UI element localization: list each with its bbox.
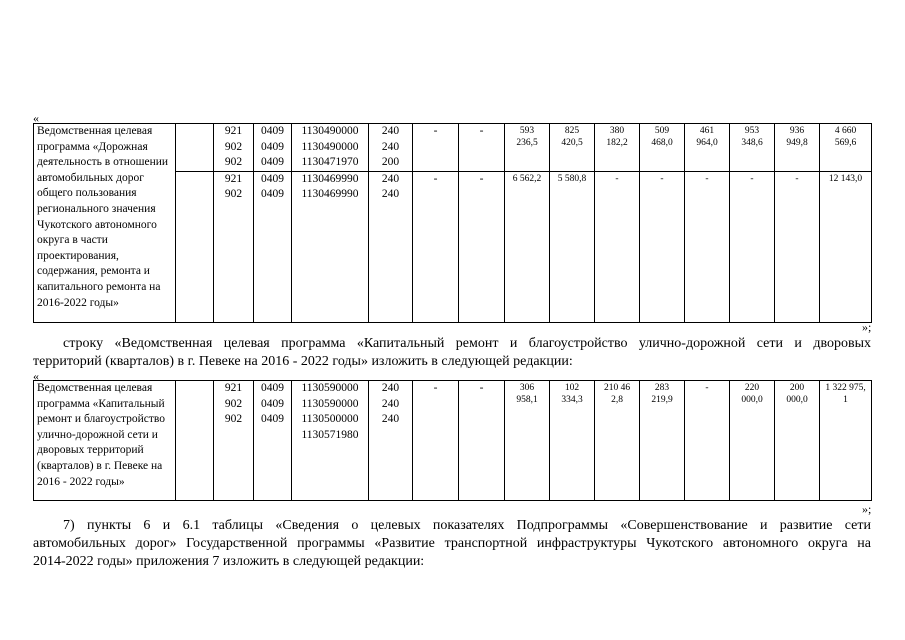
value-cell: 200 000,0 [775, 381, 820, 501]
paragraph-line: 7) пункты 6 и 6.1 таблицы «Сведения о целевых показателях Подпрограммы «Совершенствование и развитие сети [63, 518, 871, 533]
value-cell: - [775, 171, 820, 322]
opening-quote: « [33, 111, 39, 125]
target-code-cell: 1130469990 1130469990 [292, 171, 369, 322]
empty-cell [176, 381, 214, 501]
value-cell: - [595, 171, 640, 322]
target-code-cell: 1130490000 1130490000 1130471970 [292, 124, 369, 172]
value-cell: 306 958,1 [505, 381, 550, 501]
value-cell: 6 562,2 [505, 171, 550, 322]
dash-cell: - [413, 381, 459, 501]
dash-cell: - [459, 124, 505, 172]
opening-quote: « [33, 369, 39, 383]
empty-cell [176, 124, 214, 172]
value-cell: - [640, 171, 685, 322]
dash-cell: - [413, 171, 459, 322]
value-cell: 220 000,0 [730, 381, 775, 501]
program-table-2 [33, 380, 872, 501]
value-cell: - [685, 381, 730, 501]
total-cell: 4 660 569,6 [820, 124, 872, 172]
total-cell: 12 143,0 [820, 171, 872, 322]
empty-cell [176, 171, 214, 322]
program-name-cell: Ведомственная целевая программа «Дорожная деятельность в отношении автомобильных дорог общего пользования регионального значения Чукотского автономного округа в части проектирования, содержания, ремонта и капитального ремонта на 2016-2022 годы» [34, 124, 176, 323]
admin-code-cell: 921 902 902 [214, 381, 254, 501]
table-row [34, 381, 872, 501]
dash-cell: - [459, 171, 505, 322]
value-cell: 102 334,3 [550, 381, 595, 501]
value-cell: 936 949,8 [775, 124, 820, 172]
program-table-1 [33, 123, 872, 323]
dash-cell: - [459, 381, 505, 501]
value-cell: 210 46 2,8 [595, 381, 640, 501]
admin-code-cell: 921 902 902 [214, 124, 254, 172]
value-cell: - [685, 171, 730, 322]
section-code-cell: 0409 0409 [254, 171, 292, 322]
table-row [34, 124, 872, 172]
value-cell: 461 964,0 [685, 124, 730, 172]
closing-quote: »; [862, 502, 872, 516]
value-cell: - [730, 171, 775, 322]
program-name-cell: Ведомственная целевая программа «Капитальный ремонт и благоустройство улично-дорожной сети и дворовых территорий (кварталов) в г. Певеке на 2016 - 2022 годы» [34, 381, 176, 501]
section-code-cell: 0409 0409 0409 [254, 124, 292, 172]
total-cell: 1 322 975, 1 [820, 381, 872, 501]
admin-code-cell: 921 902 [214, 171, 254, 322]
paragraph-line: строку «Ведомственная целевая программа «Капитальный ремонт и благоустройство улично-дорожной сети и дворовых [63, 336, 871, 351]
paragraph-line: территорий (кварталов) в г. Певеке на 2016 - 2022 годы» изложить в следующей редакции: [33, 354, 573, 369]
expense-type-cell: 240 240 [369, 171, 413, 322]
paragraph-line: 2014-2022 годы» приложения 7 изложить в следующей редакции: [33, 554, 425, 569]
expense-type-cell: 240 240 240 [369, 381, 413, 501]
dash-cell: - [413, 124, 459, 172]
section-code-cell: 0409 0409 0409 [254, 381, 292, 501]
value-cell: 953 348,6 [730, 124, 775, 172]
expense-type-cell: 240 240 200 [369, 124, 413, 172]
value-cell: 825 420,5 [550, 124, 595, 172]
closing-quote: »; [862, 320, 872, 334]
value-cell: 283 219,9 [640, 381, 685, 501]
paragraph-line: автомобильных дорог» Государственной программы «Развитие транспортной инфраструктуры Чукотского автономного округа на [33, 536, 871, 551]
target-code-cell: 1130590000 1130590000 1130500000 1130571980 [292, 381, 369, 501]
value-cell: 593 236,5 [505, 124, 550, 172]
value-cell: 380 182,2 [595, 124, 640, 172]
value-cell: 509 468,0 [640, 124, 685, 172]
value-cell: 5 580,8 [550, 171, 595, 322]
